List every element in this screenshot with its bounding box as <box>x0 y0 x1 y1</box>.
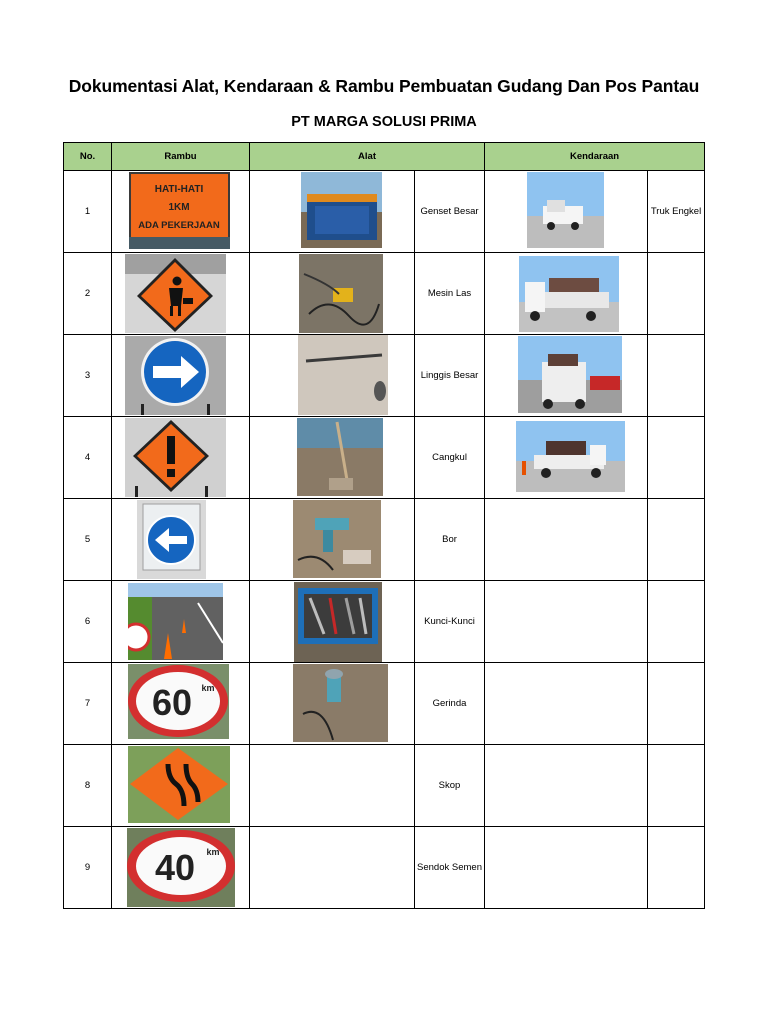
table-row <box>64 253 705 335</box>
row-number: 7 <box>64 663 112 745</box>
column-header-kendaraan: Kendaraan <box>485 143 705 171</box>
company-name: PT MARGA SOLUSI PRIMA <box>291 114 477 130</box>
rambu-cell <box>112 745 250 827</box>
alat-photo-cell <box>250 827 415 909</box>
rambu-cell <box>112 335 250 417</box>
row-number: 4 <box>64 417 112 499</box>
kendaraan-name: Truk Engkel <box>648 171 705 253</box>
table-row <box>64 827 705 909</box>
truck-photo-icon <box>516 421 625 492</box>
alat-name: Mesin Las <box>415 253 485 335</box>
column-header-rambu: Rambu <box>112 143 250 171</box>
rambu-cell <box>112 827 250 909</box>
road-narrows-sign-icon <box>128 746 230 823</box>
toolbox-photo-icon <box>294 582 382 662</box>
table-row <box>64 335 705 417</box>
speed-value: 40 <box>154 847 196 888</box>
table-row <box>64 417 705 499</box>
row-number: 3 <box>64 335 112 417</box>
alat-photo-cell <box>250 499 415 581</box>
alat-photo-cell <box>250 171 415 253</box>
document-title: Dokumentasi Alat, Kendaraan & Rambu Pembuatan Gudang Dan Pos Pantau <box>68 76 700 96</box>
alat-photo-cell <box>250 417 415 499</box>
rambu-cell <box>112 417 250 499</box>
rambu-cell <box>112 581 250 663</box>
kendaraan-name <box>648 417 705 499</box>
alat-name: Kunci-Kunci <box>415 581 485 663</box>
alat-name: Gerinda <box>415 663 485 745</box>
kendaraan-name <box>648 253 705 335</box>
table-row <box>64 171 705 253</box>
row-number: 9 <box>64 827 112 909</box>
column-header-no: No. <box>64 143 112 171</box>
truck-photo-icon <box>527 172 604 248</box>
row-number: 8 <box>64 745 112 827</box>
kendaraan-photo-cell <box>485 417 648 499</box>
sign-text-line: ADA PEKERJAAN <box>138 220 220 231</box>
alat-name: Bor <box>415 499 485 581</box>
kendaraan-photo-cell <box>485 745 648 827</box>
alat-name: Genset Besar <box>415 171 485 253</box>
kendaraan-name <box>648 335 705 417</box>
alat-name: Cangkul <box>415 417 485 499</box>
sign-text-line: 1KM <box>168 202 190 213</box>
alat-photo-cell <box>250 663 415 745</box>
alat-photo-cell <box>250 745 415 827</box>
rambu-cell <box>112 663 250 745</box>
speed-limit-40-sign-icon <box>127 828 235 907</box>
kendaraan-photo-cell <box>485 827 648 909</box>
table-row <box>64 663 705 745</box>
kendaraan-name <box>648 827 705 909</box>
kendaraan-name <box>648 745 705 827</box>
row-number: 6 <box>64 581 112 663</box>
welding-machine-photo-icon <box>299 254 383 333</box>
exclamation-sign-icon <box>125 418 226 497</box>
kendaraan-name <box>648 581 705 663</box>
speed-unit: km <box>201 683 215 693</box>
kendaraan-name <box>648 663 705 745</box>
arrow-left-sign-icon <box>137 500 206 579</box>
arrow-right-sign-icon <box>125 336 226 415</box>
alat-photo-cell <box>250 253 415 335</box>
alat-name: Sendok Semen <box>415 827 485 909</box>
genset-photo-icon <box>301 172 382 248</box>
kendaraan-photo-cell <box>485 499 648 581</box>
kendaraan-photo-cell <box>485 253 648 335</box>
kendaraan-photo-cell <box>485 335 648 417</box>
row-number: 2 <box>64 253 112 335</box>
table-header-row <box>64 143 705 171</box>
alat-photo-cell <box>250 581 415 663</box>
documentation-table <box>63 142 705 909</box>
column-header-alat: Alat <box>250 143 485 171</box>
table-row <box>64 745 705 827</box>
hoe-photo-icon <box>297 418 383 496</box>
kendaraan-photo-cell <box>485 581 648 663</box>
table-row <box>64 499 705 581</box>
speed-limit-60-sign-icon <box>128 664 229 739</box>
truck-photo-icon <box>518 336 622 413</box>
speed-value: 60 <box>151 682 193 723</box>
row-number: 1 <box>64 171 112 253</box>
alat-name: Skop <box>415 745 485 827</box>
speed-unit: km <box>206 847 220 857</box>
sign-text-line: HATI-HATI <box>154 184 204 195</box>
rambu-cell <box>112 253 250 335</box>
grinder-photo-icon <box>293 664 388 742</box>
truck-photo-icon <box>519 256 619 332</box>
crowbar-photo-icon <box>298 335 388 415</box>
table-row <box>64 581 705 663</box>
drill-photo-icon <box>293 500 381 578</box>
alat-name: Linggis Besar <box>415 335 485 417</box>
road-cones-photo-icon <box>128 583 223 660</box>
alat-photo-cell <box>250 335 415 417</box>
rambu-cell <box>112 499 250 581</box>
row-number: 5 <box>64 499 112 581</box>
kendaraan-photo-cell <box>485 663 648 745</box>
kendaraan-photo-cell <box>485 171 648 253</box>
men-at-work-sign-icon <box>125 254 226 333</box>
kendaraan-name <box>648 499 705 581</box>
rambu-cell <box>112 171 250 253</box>
hati-hati-sign-icon <box>129 172 230 249</box>
